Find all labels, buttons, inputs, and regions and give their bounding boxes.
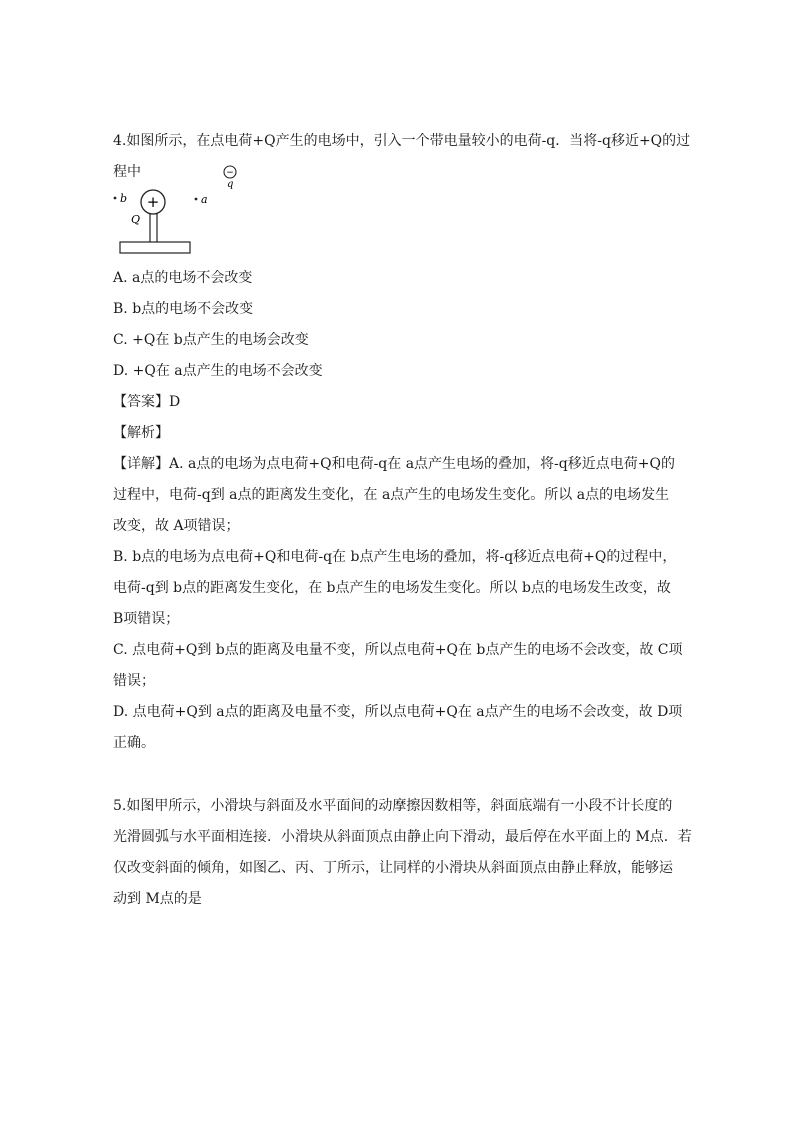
detail-line: B. b点的电场为点电荷+Q和电荷-q在 b点产生电场的叠加，将-q移近点电荷+Q的过程中， [113, 549, 677, 565]
point-a-dot [195, 198, 198, 201]
label-b: b [120, 192, 128, 205]
stand-base [120, 242, 190, 253]
option-b: B. b点的电场不会改变 [113, 301, 254, 317]
question-4-stem-line: 程中 [113, 164, 141, 180]
answer: 【答案】D [113, 394, 181, 410]
question-5-line: 5.如图甲所示，小滑块与斜面及水平面间的动摩擦因数相等，斜面底端有一小段不计长度的 [113, 798, 673, 814]
detail-line: 【详解】A. a点的电场为点电荷+Q和电荷-q在 a点产生电场的叠加，将-q移近点电荷+Q的 [113, 456, 675, 472]
minus-sign: − [226, 168, 234, 178]
question-5-line: 仅改变斜面的倾角，如图乙、丙、丁所示，让同样的小滑块从斜面顶点由静止释放，能够运 [113, 860, 673, 876]
detail-line: 错误； [113, 673, 155, 689]
detail-line: 改变，故 A项错误； [113, 518, 240, 534]
option-d: D. +Q在 a点产生的电场不会改变 [113, 363, 323, 379]
label-Q: Q [131, 213, 141, 226]
point-charge-figure [112, 160, 252, 260]
detail-line: 过程中，电荷-q到 a点的距离发生变化，在 a点产生的电场发生变化。所以 a点的电场发生 [113, 487, 670, 503]
point-b-dot [114, 197, 117, 200]
option-a: A. a点的电场不会改变 [113, 270, 253, 286]
label-q: q [227, 179, 234, 190]
question-5-line: 光滑圆弧与水平面相连接．小滑块从斜面顶点由静止向下滑动，最后停在水平面上的 M点．若 [113, 829, 692, 845]
detail-line: B项错误； [113, 611, 180, 627]
question-4-body [113, 263, 683, 759]
detail-line: 电荷-q到 b点的距离发生变化，在 b点产生的电场发生变化。所以 b点的电场发生改变，故 [113, 580, 671, 596]
detail-line: D. 点电荷+Q到 a点的距离及电量不变，所以点电荷+Q在 a点产生的电场不会改变，故 D项 [113, 704, 683, 720]
label-a: a [201, 193, 208, 206]
question-5-stem [113, 791, 692, 915]
option-c: C. +Q在 b点产生的电场会改变 [113, 332, 309, 348]
analysis-heading: 【解析】 [113, 425, 169, 441]
plus-sign: + [146, 193, 160, 211]
detail-line: C. 点电荷+Q到 b点的距离及电量不变，所以点电荷+Q在 b点产生的电场不会改变，故 C项 [113, 642, 683, 658]
question-4-stem-line: 4.如图所示，在点电荷+Q产生的电场中，引入一个带电量较小的电荷-q．当将-q移近+Q的过 [113, 133, 691, 149]
detail-line: 正确。 [113, 735, 155, 751]
question-5-line: 动到 M点的是 [113, 891, 202, 907]
